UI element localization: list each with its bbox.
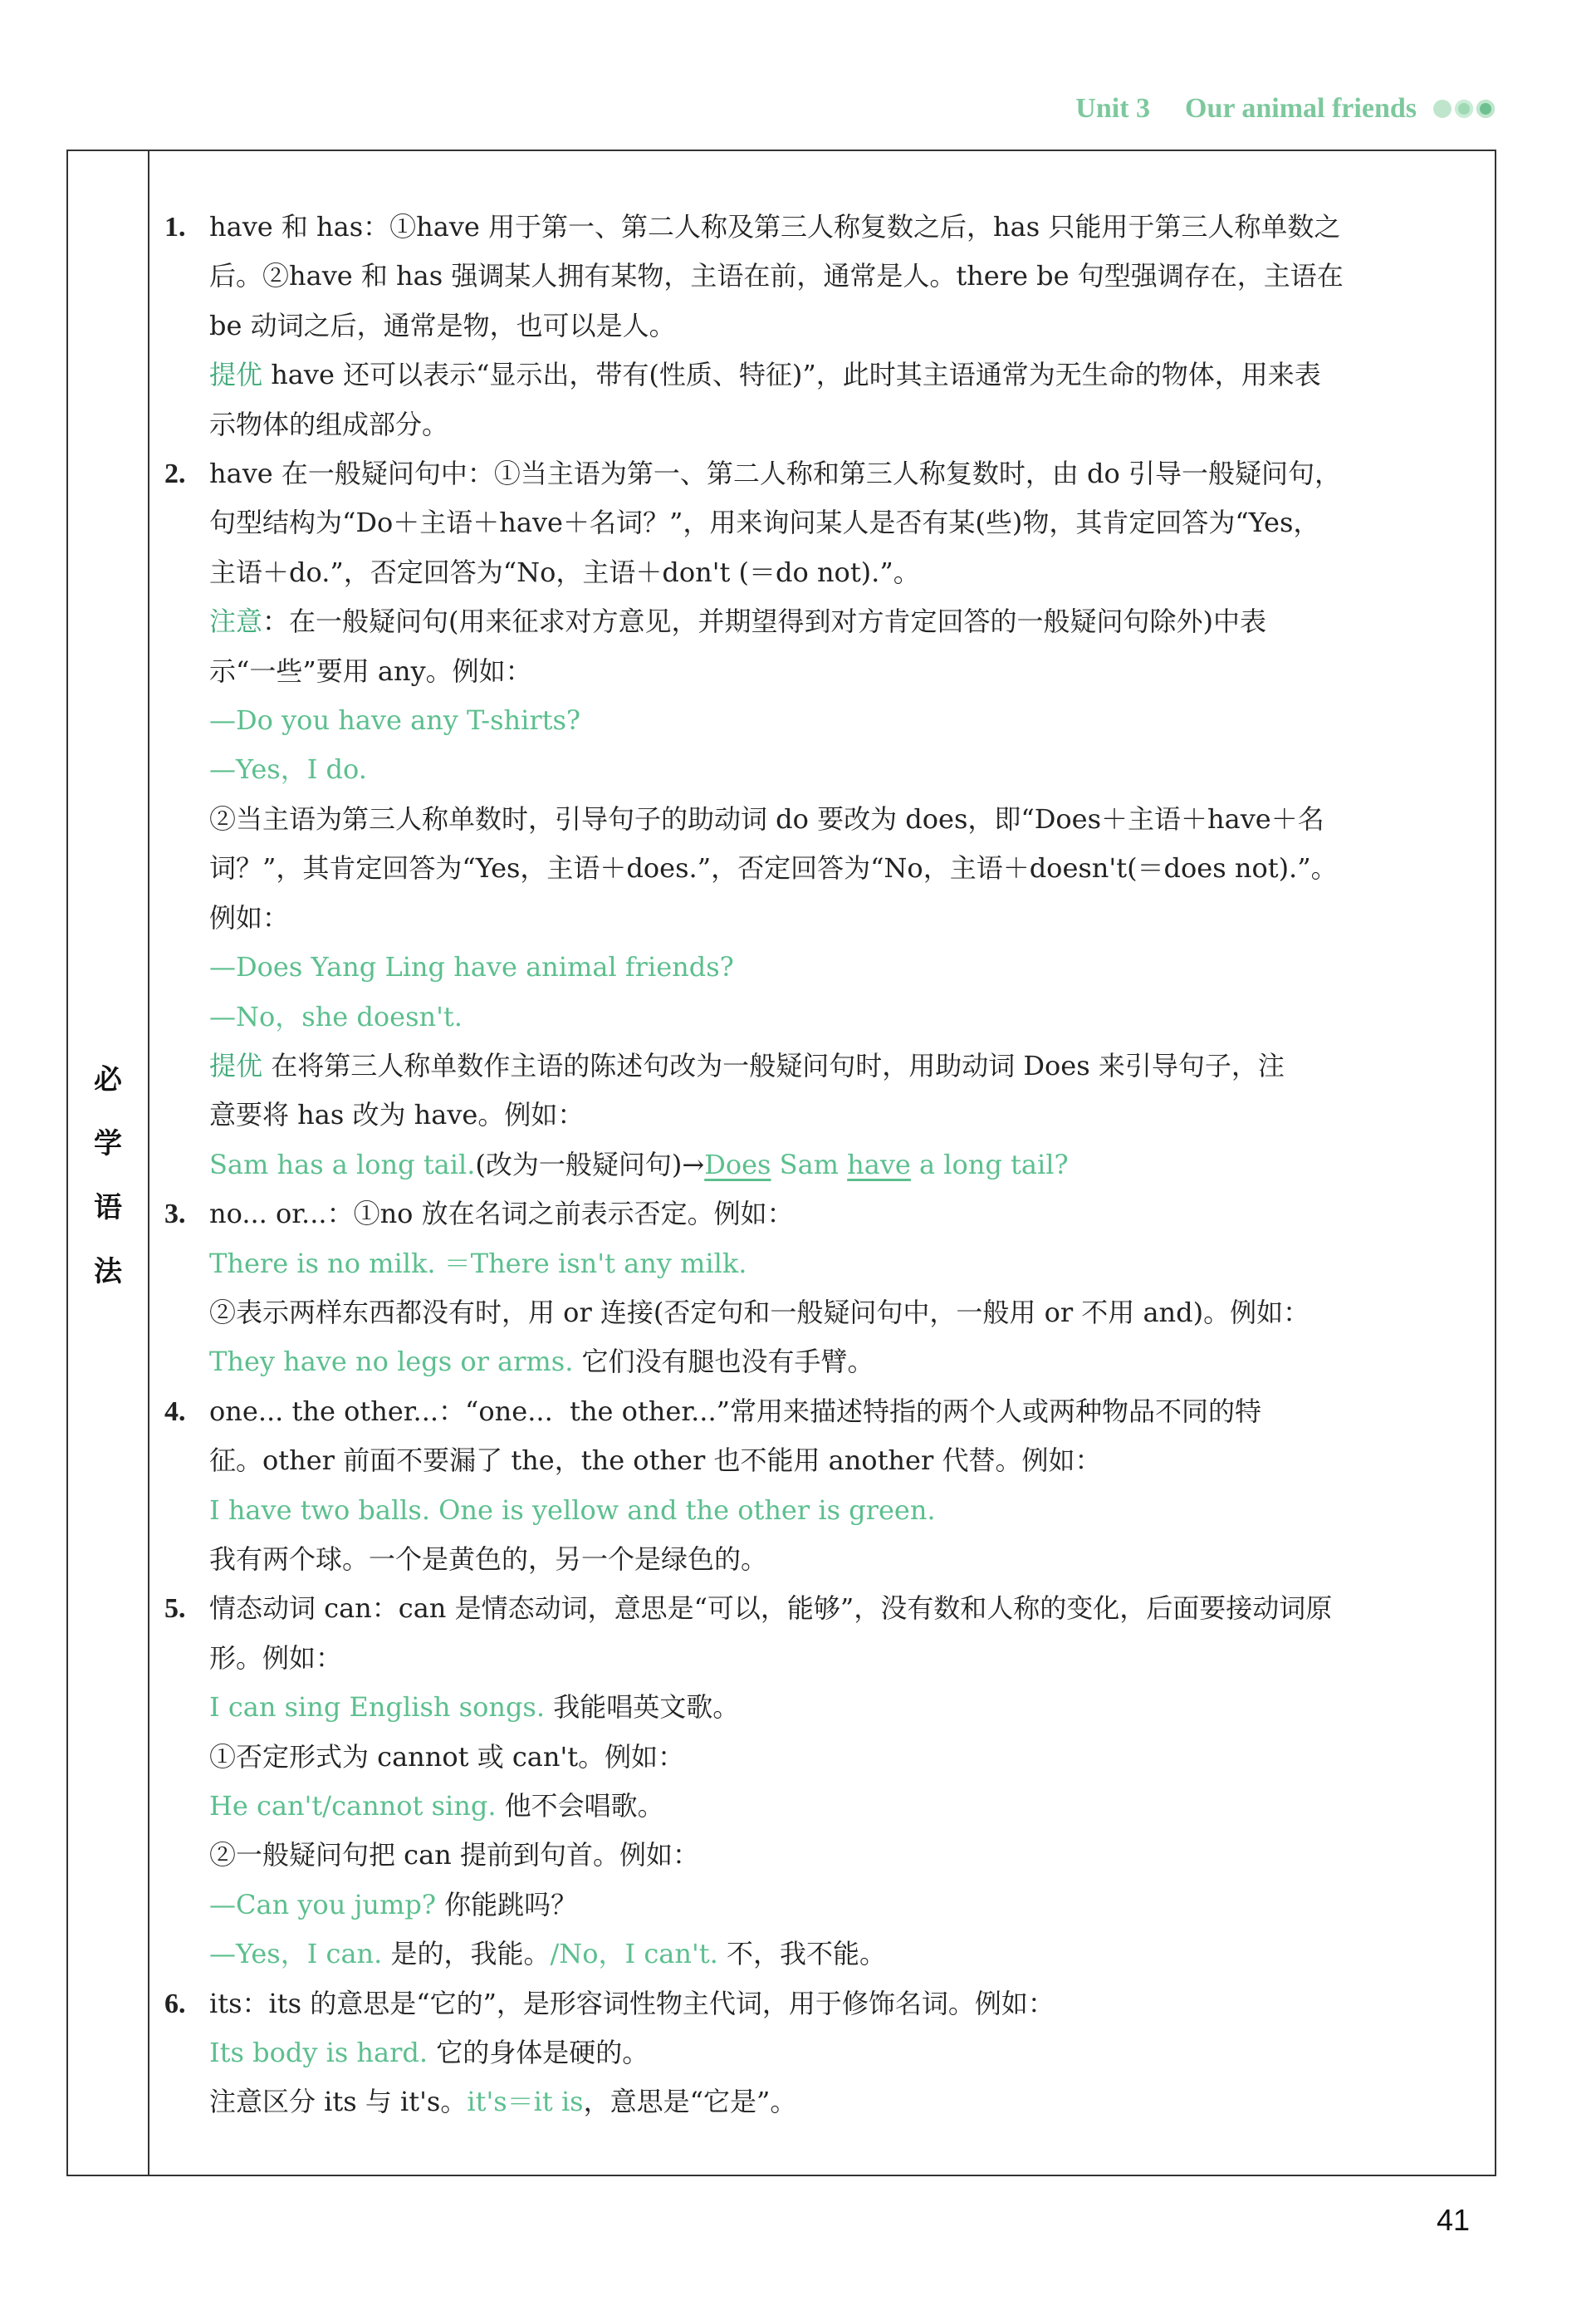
text-segment: 示“一些”要用 any。例如： bbox=[209, 655, 532, 687]
text-line bbox=[209, 647, 1480, 696]
text-line bbox=[209, 1042, 1480, 1091]
text-line bbox=[209, 351, 1480, 400]
text-line bbox=[209, 449, 1480, 498]
text-segment: 示物体的组成部分。 bbox=[209, 408, 449, 440]
unit-title: Our animal friends bbox=[1185, 93, 1417, 124]
example-text: —Do you have any T-shirts? bbox=[209, 704, 581, 737]
sidebar-char: 必 bbox=[94, 1063, 122, 1096]
text-segment: 形。例如： bbox=[209, 1641, 343, 1674]
text-segment: 在将第三人称单数作主语的陈述句改为一般疑问句时，用助动词 Does 来引导句子，注 bbox=[262, 1049, 1285, 1081]
text-line bbox=[209, 1387, 1480, 1436]
text-line bbox=[209, 1486, 1480, 1535]
item-number: 5. bbox=[164, 1593, 186, 1625]
text-line bbox=[209, 696, 1480, 745]
text-segment: 他不会唱歌。 bbox=[496, 1790, 664, 1822]
text-segment: have 和 has：①have 用于第一、第二人称及第三人称复数之后，has 只能用于第三人称单数之 bbox=[209, 211, 1341, 243]
text-line bbox=[209, 943, 1480, 992]
example-text: They have no legs or arms. bbox=[209, 1346, 574, 1378]
text-segment: 后。②have 和 has 强调某人拥有某物，主语在前，通常是人。there be 句型强调存在，主语在 bbox=[209, 260, 1344, 292]
example-text: —Yes，I can. bbox=[209, 1938, 383, 1970]
text-line bbox=[209, 745, 1480, 794]
grammar-item bbox=[164, 1584, 1480, 1979]
text-segment: be 动词之后，通常是物，也可以是人。 bbox=[209, 309, 676, 341]
example-text: —Can you jump? bbox=[209, 1888, 436, 1920]
text-segment: 注意区分 its 与 it's。 bbox=[209, 2086, 468, 2118]
text-line bbox=[209, 1091, 1480, 1140]
text-segment: 词？”，其肯定回答为“Yes，主语＋does.”，否定回答为“No，主语＋doesn't(＝does not).”。 bbox=[209, 852, 1338, 885]
example-text: /No，I can't. bbox=[550, 1938, 718, 1970]
item-number: 4. bbox=[164, 1395, 186, 1427]
example-text: I can sing English songs. bbox=[209, 1691, 546, 1724]
text-segment: have 在一般疑问句中：①当主语为第一、第二人称和第三人称复数时，由 do 引导一般疑问句， bbox=[209, 458, 1341, 490]
tip-tag: 注意 bbox=[209, 606, 263, 638]
header-dots-decoration bbox=[1433, 100, 1495, 118]
text-segment: ②表示两样东西都没有时，用 or 连接(否定句和一般疑问句中，一般用 or 不用 and)。例如： bbox=[209, 1296, 1310, 1328]
dot-icon bbox=[1476, 100, 1495, 118]
item-number: 2. bbox=[164, 459, 186, 490]
sidebar-label bbox=[68, 1048, 148, 1304]
text-line bbox=[209, 1535, 1480, 1584]
grammar-item bbox=[164, 203, 1480, 449]
example-text: —Yes，I do. bbox=[209, 753, 367, 786]
text-line bbox=[209, 2028, 1480, 2077]
example-text: Its body is hard. bbox=[209, 2037, 428, 2069]
example-text: Sam bbox=[771, 1148, 848, 1180]
item-number: 1. bbox=[164, 212, 186, 243]
text-segment: 征。other 前面不要漏了 the，the other 也不能用 another 代替。例如： bbox=[209, 1444, 1102, 1477]
example-text: He can't/cannot sing. bbox=[209, 1790, 497, 1822]
text-segment: 你能跳吗？ bbox=[435, 1888, 578, 1920]
text-line bbox=[209, 1733, 1480, 1782]
example-text: it's＝it is bbox=[467, 2086, 584, 2118]
text-line bbox=[209, 1881, 1480, 1930]
text-segment: have 还可以表示“显示出，带有(性质、特征)”，此时其主语通常为无生命的物体，用来表 bbox=[262, 359, 1321, 391]
example-text: Sam has a long tail. bbox=[209, 1148, 476, 1180]
text-segment: its：its 的意思是“它的”，是形容词性物主代词，用于修饰名词。例如： bbox=[209, 1987, 1055, 2019]
grammar-content bbox=[164, 203, 1480, 2127]
text-segment: ：在一般疑问句(用来征求对方意见，并期望得到对方肯定回答的一般疑问句除外)中表 bbox=[262, 606, 1266, 638]
text-line bbox=[209, 1782, 1480, 1831]
grammar-item bbox=[164, 449, 1480, 1189]
text-line bbox=[209, 252, 1480, 301]
text-segment: (改为一般疑问句)→ bbox=[475, 1148, 705, 1180]
text-segment: 例如： bbox=[209, 901, 290, 934]
text-line bbox=[209, 1634, 1480, 1683]
text-segment: 意要将 has 改为 have。例如： bbox=[209, 1099, 585, 1131]
text-line bbox=[209, 1436, 1480, 1485]
grammar-item bbox=[164, 1387, 1480, 1585]
text-line bbox=[209, 400, 1480, 449]
grammar-item bbox=[164, 1979, 1480, 2127]
text-line bbox=[209, 1288, 1480, 1337]
example-text: Does bbox=[704, 1148, 771, 1180]
item-number: 3. bbox=[164, 1199, 186, 1230]
grammar-box bbox=[66, 150, 1496, 2176]
text-line bbox=[209, 1189, 1480, 1238]
tip-tag: 提优 bbox=[209, 359, 263, 391]
text-line bbox=[209, 1140, 1480, 1189]
page-number: 41 bbox=[1436, 2203, 1470, 2237]
sidebar bbox=[68, 151, 149, 2175]
sidebar-char: 学 bbox=[94, 1127, 122, 1160]
example-text: —Does Yang Ling have animal friends? bbox=[209, 951, 734, 983]
text-segment: 它的身体是硬的。 bbox=[428, 2037, 649, 2069]
text-segment: ①否定形式为 cannot 或 can't。例如： bbox=[209, 1740, 685, 1773]
text-segment: ②当主语为第三人称单数时，引导句子的助动词 do 要改为 does，即“Does＋主语＋have＋名 bbox=[209, 802, 1324, 835]
text-segment: 是的，我能。 bbox=[382, 1938, 551, 1970]
example-text: a long tail? bbox=[910, 1148, 1069, 1180]
text-line bbox=[209, 498, 1480, 547]
text-line bbox=[209, 548, 1480, 597]
text-line bbox=[209, 1337, 1480, 1386]
text-line bbox=[209, 2077, 1480, 2126]
text-line bbox=[209, 1584, 1480, 1633]
unit-label: Unit 3 bbox=[1075, 93, 1151, 124]
text-line bbox=[209, 1683, 1480, 1732]
dot-icon bbox=[1433, 100, 1452, 118]
text-line bbox=[209, 302, 1480, 351]
tip-tag: 提优 bbox=[209, 1049, 263, 1081]
grammar-item bbox=[164, 1189, 1480, 1387]
item-number: 6. bbox=[164, 1988, 186, 2019]
text-line bbox=[209, 1831, 1480, 1880]
example-text: have bbox=[847, 1148, 911, 1180]
text-segment: 主语＋do.”，否定回答为“No，主语＋don't (＝do not).”。 bbox=[209, 556, 920, 588]
example-text: I have two balls. One is yellow and the other is green. bbox=[209, 1493, 936, 1526]
text-line bbox=[209, 1239, 1480, 1288]
text-line bbox=[209, 795, 1480, 844]
text-segment: one... the other...：“one... the other...”常用来描述特指的两个人或两种物品不同的特 bbox=[209, 1395, 1261, 1427]
text-segment: 我有两个球。一个是黄色的，另一个是绿色的。 bbox=[209, 1543, 768, 1575]
text-segment: 情态动词 can：can 是情态动词，意思是“可以，能够”，没有数和人称的变化，后面要接动词原 bbox=[209, 1592, 1333, 1625]
text-line bbox=[209, 1979, 1480, 2028]
dot-icon bbox=[1455, 100, 1473, 118]
example-text: There is no milk. ＝There isn't any milk. bbox=[209, 1247, 747, 1279]
text-segment: 不，我不能。 bbox=[717, 1938, 886, 1970]
sidebar-char: 法 bbox=[94, 1255, 122, 1288]
sidebar-char: 语 bbox=[94, 1191, 122, 1224]
text-segment: ，意思是“它是”。 bbox=[583, 2086, 797, 2118]
text-line bbox=[209, 894, 1480, 943]
text-line bbox=[209, 993, 1480, 1042]
page-header bbox=[1075, 93, 1495, 125]
text-segment: 我能唱英文歌。 bbox=[545, 1691, 740, 1724]
text-line bbox=[209, 1930, 1480, 1979]
text-line bbox=[209, 844, 1480, 893]
text-segment: 句型结构为“Do＋主语＋have＋名词？”，用来询问某人是否有某(些)物，其肯定回答为“Yes， bbox=[209, 507, 1320, 539]
text-segment: 它们没有腿也没有手臂。 bbox=[573, 1346, 874, 1378]
example-text: —No，she doesn't. bbox=[209, 1000, 463, 1032]
text-line bbox=[209, 203, 1480, 252]
text-line bbox=[209, 597, 1480, 646]
text-segment: ②一般疑问句把 can 提前到句首。例如： bbox=[209, 1839, 699, 1871]
text-segment: no... or...：①no 放在名词之前表示否定。例如： bbox=[209, 1198, 794, 1230]
